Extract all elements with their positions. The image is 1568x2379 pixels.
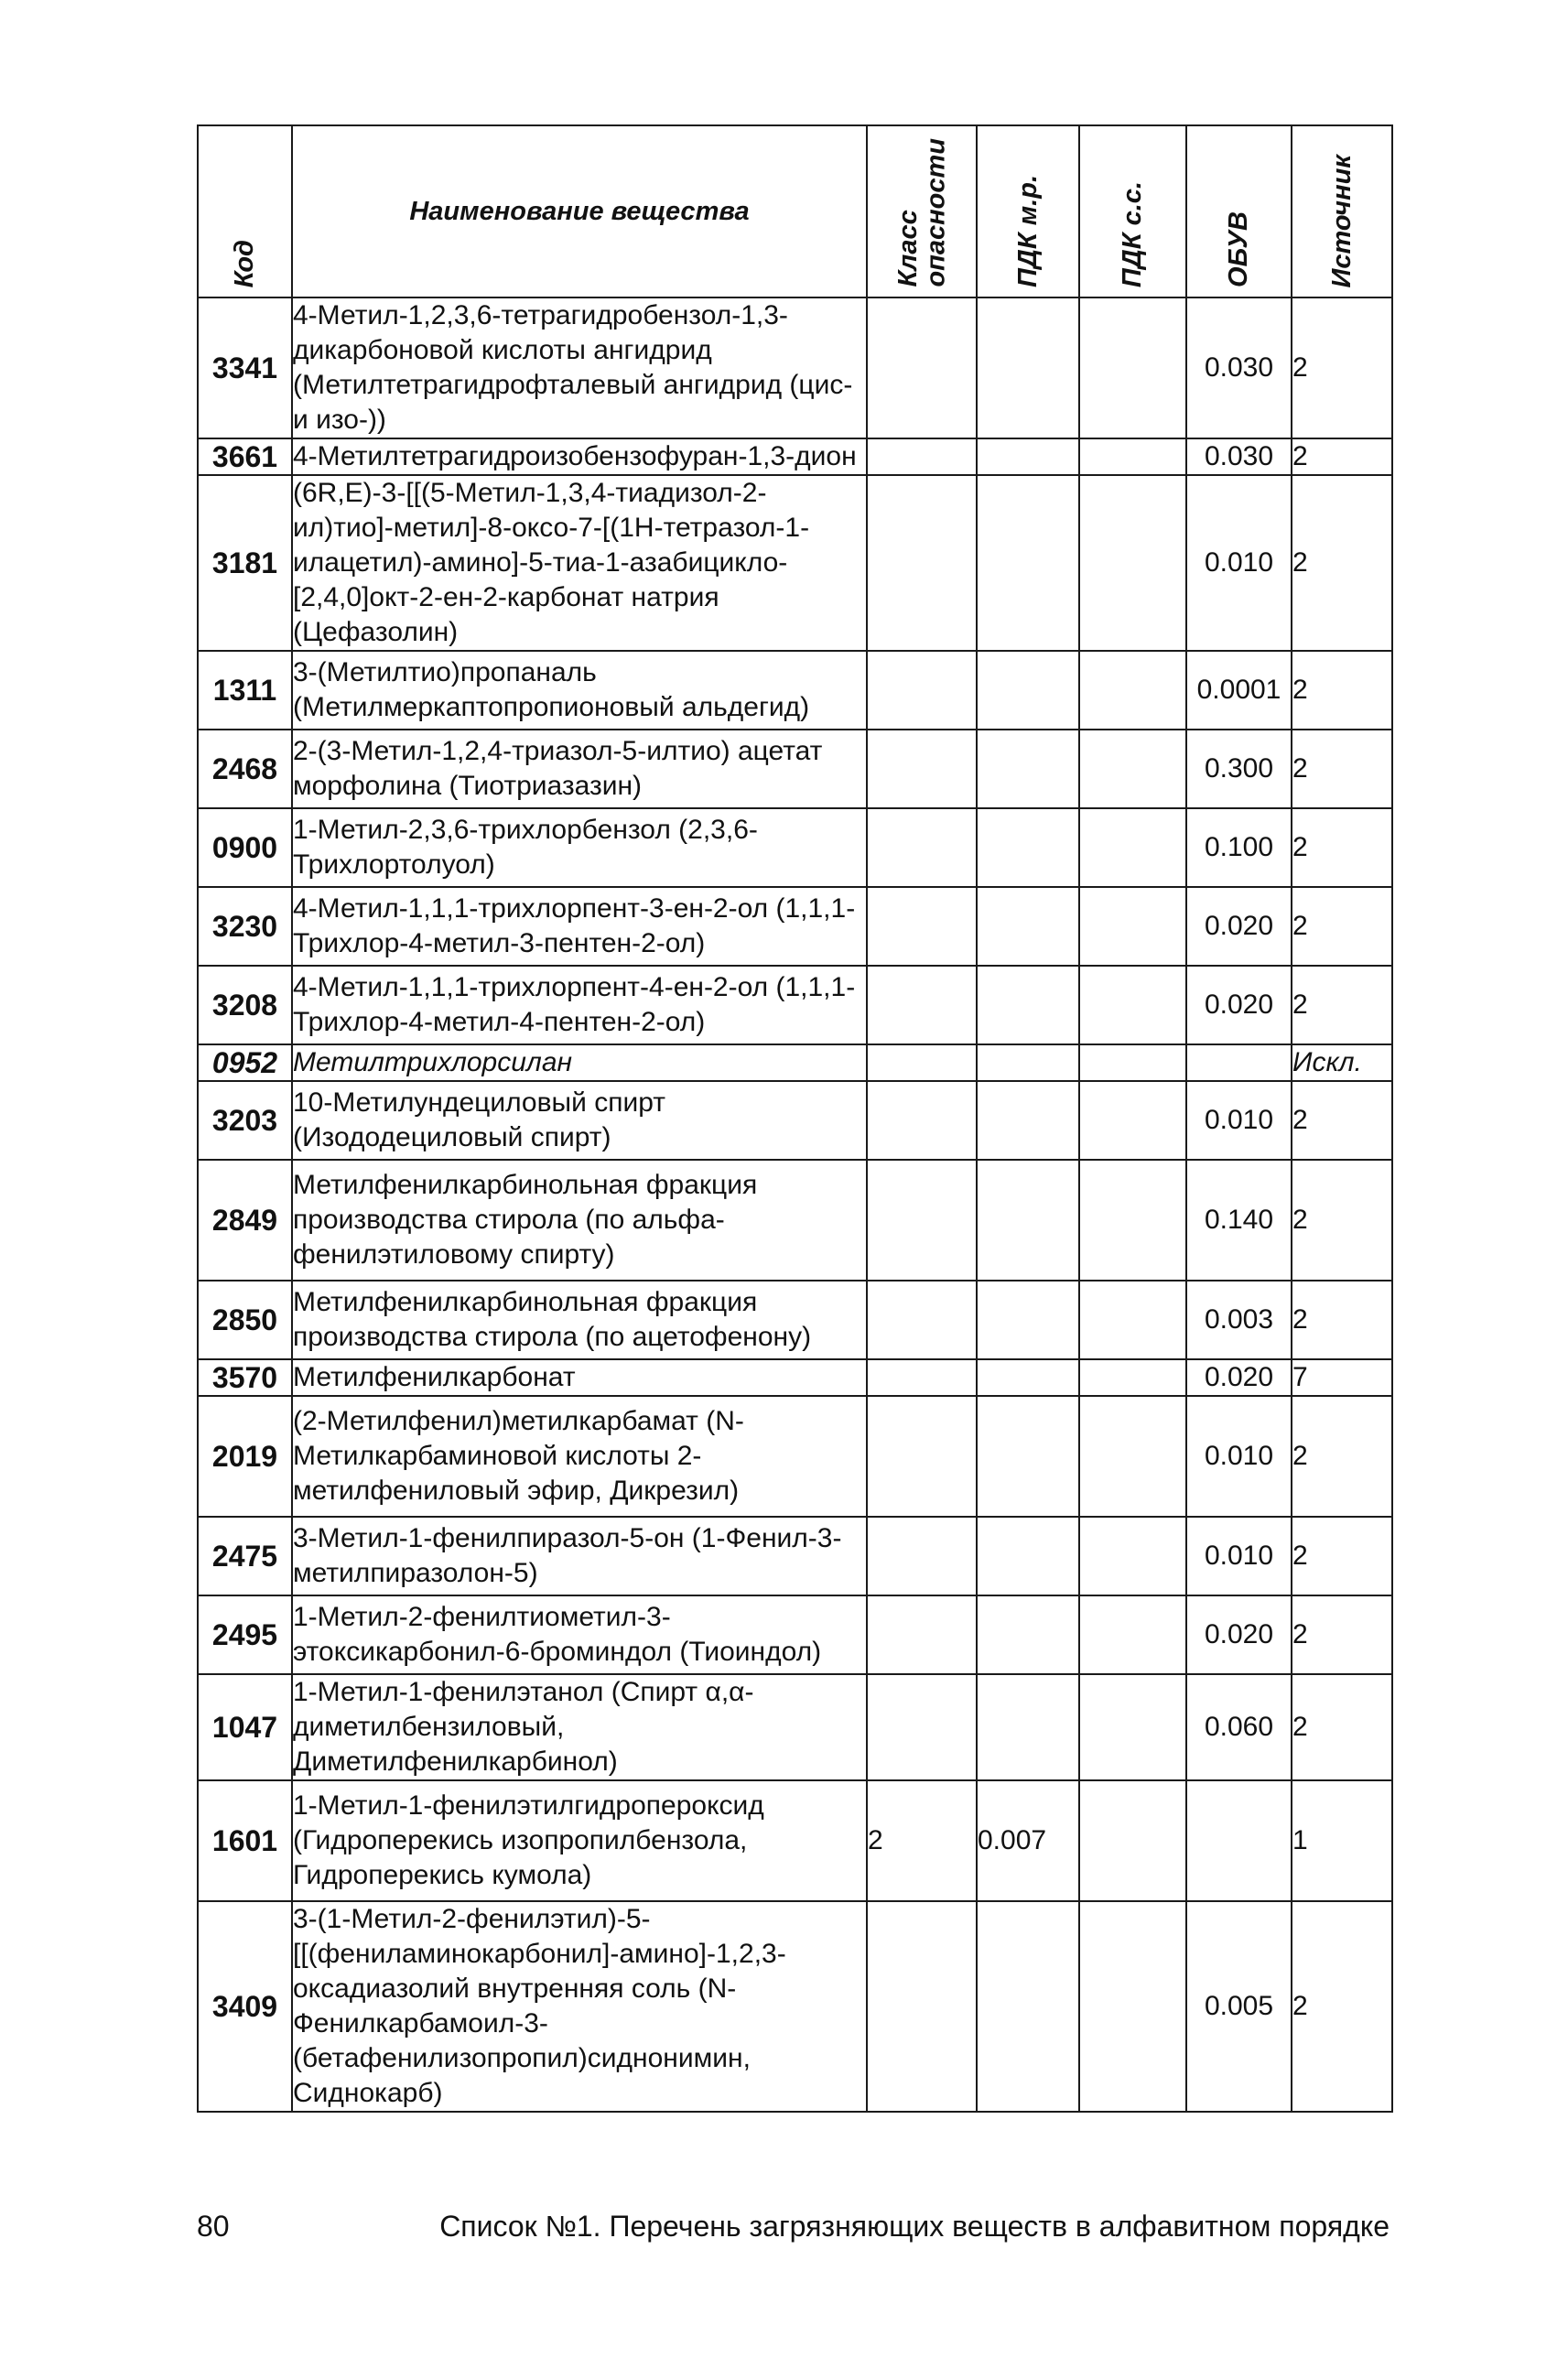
source-cell: 2 (1292, 1281, 1392, 1359)
code-cell: 2850 (198, 1281, 292, 1359)
pdk-mr-cell (977, 438, 1079, 475)
pdk-mr-cell (977, 1901, 1079, 2112)
source-cell: 2 (1292, 1517, 1392, 1595)
hazard-class-cell (867, 475, 977, 651)
code-cell: 1047 (198, 1674, 292, 1780)
name-cell: 3-Метил-1-фенилпиразол-5-он (1-Фенил-3-метилпиразолон-5) (292, 1517, 867, 1595)
source-cell: 2 (1292, 1901, 1392, 2112)
pdk-mr-cell (977, 1517, 1079, 1595)
hazard-class-cell (867, 1595, 977, 1674)
pdk-mr-cell (977, 1081, 1079, 1160)
source-cell: 2 (1292, 966, 1392, 1044)
pdk-ss-cell (1079, 438, 1186, 475)
pdk-ss-cell (1079, 1674, 1186, 1780)
pdk-mr-cell (977, 887, 1079, 966)
header-code: Код (198, 125, 292, 297)
name-cell: 1-Метил-1-фенилэтилгидропероксид (Гидроперекись изопропилбензола, Гидроперекись кумола) (292, 1780, 867, 1901)
header-hazard-class: Класс опасности (867, 125, 977, 297)
source-cell: 2 (1292, 1595, 1392, 1674)
code-cell: 2495 (198, 1595, 292, 1674)
pdk-ss-cell (1079, 1595, 1186, 1674)
table-row (198, 1780, 1392, 1901)
table-row (198, 730, 1392, 808)
source-cell: 2 (1292, 297, 1392, 438)
hazard-class-cell (867, 808, 977, 887)
obuv-cell: 0.010 (1186, 1517, 1292, 1595)
hazard-class-cell (867, 730, 977, 808)
pdk-ss-cell (1079, 1281, 1186, 1359)
table-body (198, 297, 1392, 2112)
table-row (198, 1281, 1392, 1359)
table-row (198, 1044, 1392, 1081)
table-row (198, 1595, 1392, 1674)
name-cell: 3-(Метилтио)пропаналь (Метилмеркаптопропионовый альдегид) (292, 651, 867, 730)
code-cell: 3341 (198, 297, 292, 438)
obuv-cell: 0.140 (1186, 1160, 1292, 1281)
hazard-class-cell (867, 651, 977, 730)
pdk-ss-cell (1079, 1517, 1186, 1595)
code-cell: 2019 (198, 1396, 292, 1517)
hazard-class-cell: 2 (867, 1780, 977, 1901)
pdk-ss-cell (1079, 1160, 1186, 1281)
obuv-cell: 0.020 (1186, 1359, 1292, 1396)
source-cell: 2 (1292, 1081, 1392, 1160)
obuv-cell: 0.010 (1186, 1396, 1292, 1517)
name-cell: 10-Метилундециловый спирт (Изододециловый спирт) (292, 1081, 867, 1160)
pdk-mr-cell (977, 1674, 1079, 1780)
obuv-cell (1186, 1780, 1292, 1901)
pdk-ss-cell (1079, 730, 1186, 808)
name-cell: 4-Метил-1,2,3,6-тетрагидробензол-1,3-дикарбоновой кислоты ангидрид (Метилтетрагидрофталевый ангидрид (цис- и изо-)) (292, 297, 867, 438)
code-cell: 3409 (198, 1901, 292, 2112)
pdk-ss-cell (1079, 1081, 1186, 1160)
pdk-ss-cell (1079, 1396, 1186, 1517)
name-cell: Метилтрихлорсилан (292, 1044, 867, 1081)
source-cell: Искл. (1292, 1044, 1392, 1081)
source-cell: 2 (1292, 1160, 1392, 1281)
source-cell: 2 (1292, 730, 1392, 808)
pdk-ss-cell (1079, 966, 1186, 1044)
pdk-ss-cell (1079, 651, 1186, 730)
hazard-class-cell (867, 1674, 977, 1780)
code-cell: 2849 (198, 1160, 292, 1281)
obuv-cell (1186, 1044, 1292, 1081)
obuv-cell: 0.020 (1186, 966, 1292, 1044)
source-cell: 2 (1292, 1396, 1392, 1517)
table-row (198, 1396, 1392, 1517)
name-cell: 1-Метил-1-фенилэтанол (Спирт α,α-диметилбензиловый, Диметилфенилкарбинол) (292, 1674, 867, 1780)
header-pdk-ss: ПДК с.с. (1079, 125, 1186, 297)
pdk-ss-cell (1079, 1780, 1186, 1901)
table-row (198, 297, 1392, 438)
name-cell: 1-Метил-2,3,6-трихлорбензол (2,3,6-Трихлортолуол) (292, 808, 867, 887)
source-cell: 2 (1292, 651, 1392, 730)
obuv-cell: 0.030 (1186, 297, 1292, 438)
hazard-class-cell (867, 1160, 977, 1281)
pdk-mr-cell (977, 808, 1079, 887)
obuv-cell: 0.010 (1186, 475, 1292, 651)
pdk-mr-cell (977, 1359, 1079, 1396)
table-row (198, 1901, 1392, 2112)
name-cell: (2-Метилфенил)метилкарбамат (N-Метилкарбаминовой кислоты 2-метилфениловый эфир, Дикрезил) (292, 1396, 867, 1517)
table-row (198, 651, 1392, 730)
header-name: Наименование вещества (292, 125, 867, 297)
header-pdk-mr: ПДК м.р. (977, 125, 1079, 297)
source-cell: 7 (1292, 1359, 1392, 1396)
pdk-ss-cell (1079, 808, 1186, 887)
code-cell: 3230 (198, 887, 292, 966)
table-row (198, 438, 1392, 475)
name-cell: (6R,E)-3-[[(5-Метил-1,3,4-тиадизол-2-ил)тио]-метил]-8-оксо-7-[(1H-тетразол-1-илацетил)-амино]-5-тиа-1-азабицикло-[2,4,0]окт-2-ен-2-карбонат натрия (Цефазолин) (292, 475, 867, 651)
pdk-ss-cell (1079, 1044, 1186, 1081)
obuv-cell: 0.003 (1186, 1281, 1292, 1359)
table-row (198, 1674, 1392, 1780)
running-title: Список №1. Перечень загрязняющих веществ в алфавитном порядке (439, 2210, 1390, 2243)
pdk-ss-cell (1079, 1901, 1186, 2112)
source-cell: 2 (1292, 887, 1392, 966)
code-cell: 2475 (198, 1517, 292, 1595)
hazard-class-cell (867, 1396, 977, 1517)
code-cell: 0952 (198, 1044, 292, 1081)
header-row (198, 125, 1392, 297)
pdk-mr-cell (977, 651, 1079, 730)
code-cell: 2468 (198, 730, 292, 808)
source-cell: 2 (1292, 475, 1392, 651)
table-row (198, 1160, 1392, 1281)
name-cell: 3-(1-Метил-2-фенилэтил)-5-[[(фениламинокарбонил]-амино]-1,2,3-оксадиазолий внутренняя соль (N-Фенилкарбамоил-3-(бетафенилизопропил)сиднонимин, Сиднокарб) (292, 1901, 867, 2112)
pdk-mr-cell (977, 1044, 1079, 1081)
obuv-cell: 0.020 (1186, 1595, 1292, 1674)
hazard-class-cell (867, 438, 977, 475)
code-cell: 1311 (198, 651, 292, 730)
obuv-cell: 0.100 (1186, 808, 1292, 887)
hazard-class-cell (867, 1517, 977, 1595)
code-cell: 3208 (198, 966, 292, 1044)
name-cell: Метилфенилкарбинольная фракция производства стирола (по альфа-фенилэтиловому спирту) (292, 1160, 867, 1281)
name-cell: 4-Метил-1,1,1-трихлорпент-4-ен-2-ол (1,1,1-Трихлор-4-метил-4-пентен-2-ол) (292, 966, 867, 1044)
source-cell: 2 (1292, 808, 1392, 887)
pdk-ss-cell (1079, 1359, 1186, 1396)
code-cell: 0900 (198, 808, 292, 887)
hazard-class-cell (867, 1044, 977, 1081)
hazard-class-cell (867, 966, 977, 1044)
hazard-class-cell (867, 297, 977, 438)
name-cell: 4-Метил-1,1,1-трихлорпент-3-ен-2-ол (1,1,1-Трихлор-4-метил-3-пентен-2-ол) (292, 887, 867, 966)
obuv-cell: 0.300 (1186, 730, 1292, 808)
hazard-class-cell (867, 1359, 977, 1396)
header-obuv: ОБУВ (1186, 125, 1292, 297)
table-row (198, 887, 1392, 966)
substances-table (197, 124, 1393, 2113)
code-cell: 3661 (198, 438, 292, 475)
table-row (198, 1359, 1392, 1396)
pdk-mr-cell (977, 1595, 1079, 1674)
name-cell: 1-Метил-2-фенилтиометил-3-этоксикарбонил-6-броминдол (Тиоиндол) (292, 1595, 867, 1674)
pdk-ss-cell (1079, 887, 1186, 966)
code-cell: 3570 (198, 1359, 292, 1396)
code-cell: 3181 (198, 475, 292, 651)
pdk-mr-cell (977, 1160, 1079, 1281)
pdk-mr-cell (977, 475, 1079, 651)
hazard-class-cell (867, 1281, 977, 1359)
pdk-mr-cell (977, 730, 1079, 808)
name-cell: Метилфенилкарбинольная фракция производства стирола (по ацетофенону) (292, 1281, 867, 1359)
name-cell: Метилфенилкарбонат (292, 1359, 867, 1396)
pdk-mr-cell (977, 297, 1079, 438)
name-cell: 2-(3-Метил-1,2,4-триазол-5-илтио) ацетат морфолина (Тиотриазазин) (292, 730, 867, 808)
source-cell: 2 (1292, 1674, 1392, 1780)
page-number: 80 (197, 2210, 230, 2243)
table-row (198, 1081, 1392, 1160)
obuv-cell: 0.020 (1186, 887, 1292, 966)
hazard-class-cell (867, 1081, 977, 1160)
name-cell: 4-Метилтетрагидроизобензофуран-1,3-дион (292, 438, 867, 475)
obuv-cell: 0.030 (1186, 438, 1292, 475)
obuv-cell: 0.005 (1186, 1901, 1292, 2112)
pdk-mr-cell: 0.007 (977, 1780, 1079, 1901)
code-cell: 1601 (198, 1780, 292, 1901)
obuv-cell: 0.060 (1186, 1674, 1292, 1780)
pdk-ss-cell (1079, 475, 1186, 651)
table-row (198, 808, 1392, 887)
obuv-cell: 0.0001 (1186, 651, 1292, 730)
table-row (198, 1517, 1392, 1595)
table-row (198, 966, 1392, 1044)
pdk-mr-cell (977, 1281, 1079, 1359)
pdk-mr-cell (977, 966, 1079, 1044)
hazard-class-cell (867, 887, 977, 966)
source-cell: 2 (1292, 438, 1392, 475)
hazard-class-cell (867, 1901, 977, 2112)
code-cell: 3203 (198, 1081, 292, 1160)
pdk-ss-cell (1079, 297, 1186, 438)
pdk-mr-cell (977, 1396, 1079, 1517)
source-cell: 1 (1292, 1780, 1392, 1901)
obuv-cell: 0.010 (1186, 1081, 1292, 1160)
table-row (198, 475, 1392, 651)
header-source: Источник (1292, 125, 1392, 297)
